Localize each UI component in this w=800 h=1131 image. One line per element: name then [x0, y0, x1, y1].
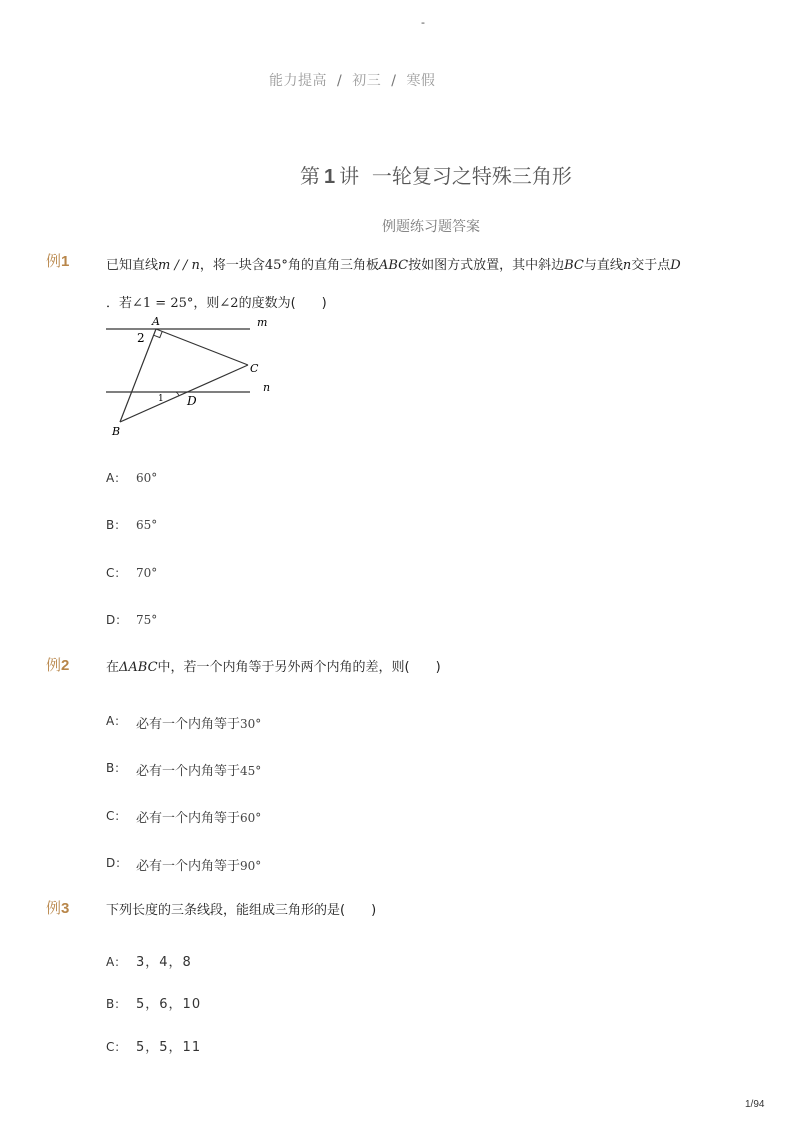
- example-3-question: 下列长度的三条线段，能组成三角形的是( ): [106, 903, 377, 918]
- option-text: [136, 855, 261, 874]
- breadcrumb-separator: /: [391, 73, 397, 89]
- breadcrumb-item-level: 能力提高: [269, 73, 327, 89]
- example-3-option-a[interactable]: [106, 951, 126, 970]
- q-text: ．若: [106, 296, 133, 311]
- option-letter: A：: [106, 714, 127, 728]
- option-text: [136, 713, 261, 732]
- angle-1-arc: [176, 392, 179, 396]
- example-3-label: [46, 897, 69, 918]
- geometry-figure: [100, 312, 280, 442]
- option-text-cn: 必有一个内角等于: [136, 859, 241, 874]
- breadcrumb: [269, 70, 435, 90]
- option-letter: C：: [106, 809, 127, 823]
- breadcrumb-separator: /: [337, 73, 343, 89]
- example-1-option-b[interactable]: [106, 514, 126, 533]
- example-2-option-c[interactable]: [106, 805, 126, 824]
- option-text: [136, 760, 261, 779]
- label-angle-2: 2: [137, 331, 145, 345]
- option-value: 30°: [240, 717, 262, 731]
- option-value: 45°: [240, 764, 262, 778]
- q-text: 在: [106, 660, 120, 675]
- option-text-cn: 必有一个内角等于: [136, 811, 241, 826]
- label-d: D: [187, 394, 197, 408]
- side-ac: [156, 329, 248, 365]
- option-letter: C：: [106, 1040, 127, 1054]
- q-text: 交于点: [631, 258, 671, 273]
- title-text: 一轮复习之特殊三角形: [371, 164, 572, 188]
- option-value: 75°: [136, 613, 158, 627]
- page-title: [300, 160, 572, 189]
- header-dash: -: [421, 16, 425, 29]
- q-math: n: [622, 258, 632, 273]
- example-3-option-b[interactable]: [106, 993, 126, 1012]
- option-letter: C：: [106, 566, 127, 580]
- example-2-option-a[interactable]: [106, 710, 126, 729]
- q-math: 45°: [264, 258, 288, 273]
- q-math: ∠2: [219, 296, 239, 311]
- option-text-cn: 必有一个内角等于: [136, 764, 241, 779]
- breadcrumb-item-term: 寒假: [406, 73, 436, 89]
- label-m: m: [257, 316, 268, 329]
- page-subtitle: 例题练习题答案: [382, 219, 480, 235]
- option-value: 60°: [136, 471, 158, 485]
- page-number: 1/94: [745, 1099, 765, 1110]
- option-value: 5，6，10: [136, 997, 202, 1012]
- option-letter: B：: [106, 761, 127, 775]
- option-value: 3，4，8: [136, 955, 192, 970]
- q-math: ABC: [378, 258, 409, 273]
- option-letter: B：: [106, 518, 127, 532]
- q-math: BC: [564, 258, 584, 273]
- option-letter: B：: [106, 997, 127, 1011]
- q-math: D: [670, 258, 681, 273]
- option-value: 60°: [240, 811, 262, 825]
- q-text: ，将一块含: [199, 258, 265, 273]
- q-text: 的度数为( ): [238, 296, 327, 311]
- example-1-option-c[interactable]: [106, 562, 126, 581]
- label-c: C: [250, 362, 259, 375]
- label-b: B: [112, 425, 121, 438]
- q-math: ΔABC: [119, 660, 158, 675]
- option-value: 65°: [136, 518, 158, 532]
- example-2-question: [106, 656, 441, 675]
- example-2-option-d[interactable]: [106, 852, 127, 871]
- option-value: 90°: [240, 859, 262, 873]
- example-label-cn: 例: [46, 252, 62, 270]
- q-text: 按如图方式放置，其中斜边: [408, 258, 565, 273]
- example-1-question-line1: [106, 254, 681, 273]
- q-text: 已知直线: [106, 258, 159, 273]
- option-letter: A：: [106, 955, 127, 969]
- label-n: n: [263, 381, 271, 394]
- q-text: 与直线: [583, 258, 623, 273]
- example-label-num: 2: [61, 657, 70, 674]
- option-text-cn: 必有一个内角等于: [136, 717, 241, 732]
- option-letter: D：: [106, 613, 128, 627]
- example-label-num: 3: [61, 900, 70, 917]
- example-1-option-a[interactable]: [106, 467, 126, 486]
- example-2-label: [46, 654, 69, 675]
- example-2-option-b[interactable]: [106, 757, 126, 776]
- q-text: ，则: [193, 296, 220, 311]
- option-letter: D：: [106, 856, 128, 870]
- label-angle-1: 1: [158, 394, 164, 404]
- q-math: ∠1 = 25°: [132, 296, 194, 311]
- example-1-question-line2: [106, 292, 327, 311]
- option-value: 5，5，11: [136, 1040, 202, 1055]
- example-1-label: [46, 250, 69, 271]
- example-label-cn: 例: [46, 656, 62, 674]
- example-label-num: 1: [61, 253, 70, 270]
- q-text: 角的直角三角板: [287, 258, 379, 273]
- breadcrumb-item-grade: 初三: [352, 73, 382, 89]
- example-label-cn: 例: [46, 899, 62, 917]
- title-number: 1: [324, 166, 336, 188]
- option-value: 70°: [136, 566, 158, 580]
- q-math: m / / n: [158, 258, 200, 273]
- example-1-option-d[interactable]: [106, 609, 127, 628]
- q-text: 中，若一个内角等于另外两个内角的差，则( ): [157, 660, 441, 675]
- title-prefix: 第: [300, 164, 320, 188]
- label-a: A: [152, 315, 160, 328]
- example-3-option-c[interactable]: [106, 1036, 126, 1055]
- title-suffix: 讲: [339, 164, 360, 188]
- option-letter: A：: [106, 471, 127, 485]
- option-text: [136, 807, 261, 826]
